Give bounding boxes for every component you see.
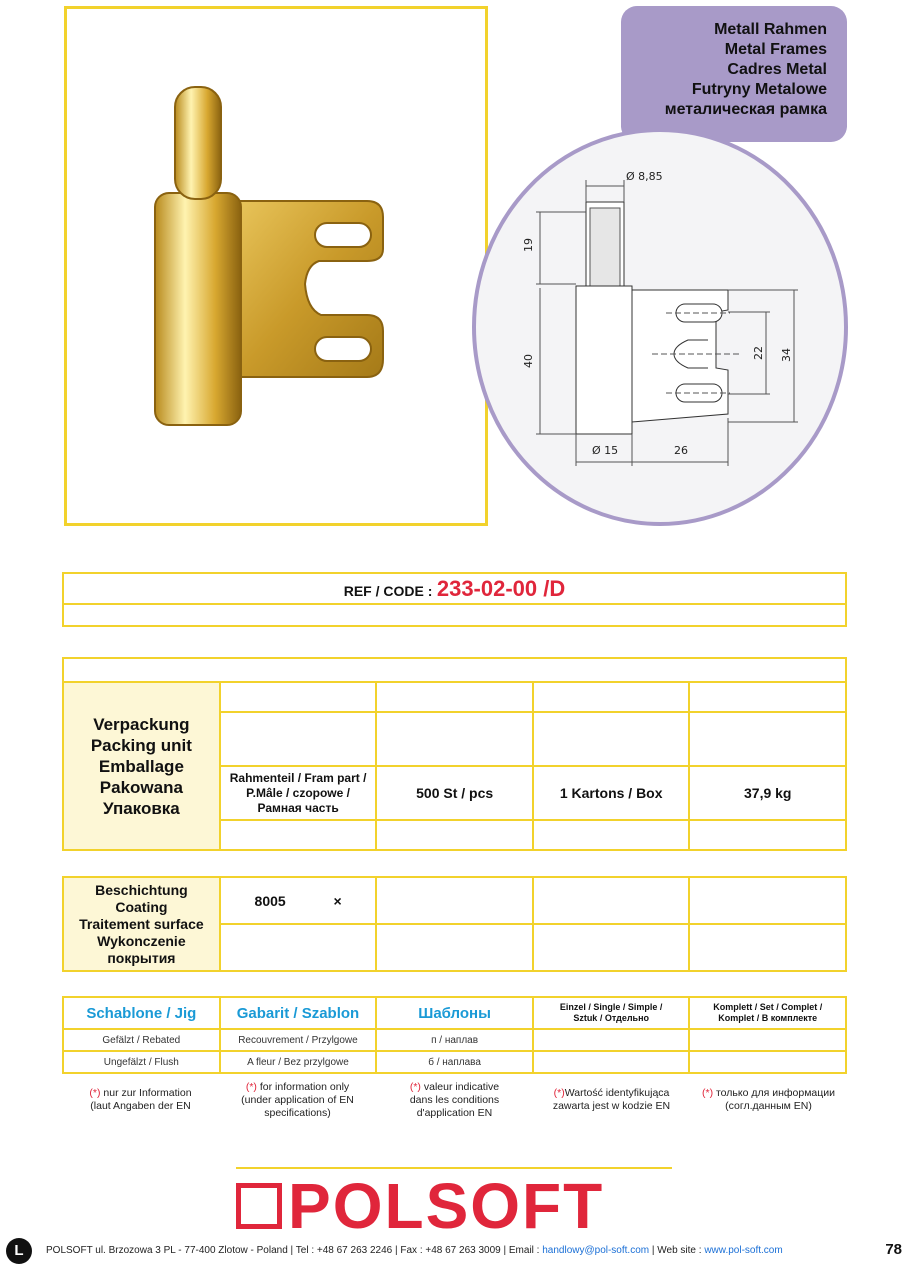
packing-part-line: Rahmenteil / Fram part /	[229, 770, 367, 785]
note-pl: (*)Wartość identyfikująca zawarta jest w kodzie EN	[552, 1087, 671, 1112]
jig-cell: Gefälzt / Rebated	[63, 1029, 220, 1051]
coating-header-line: Traitement surface	[79, 915, 204, 932]
footer-contact	[46, 1245, 783, 1256]
dim-plate-height: 34	[780, 348, 793, 362]
catalog-icon: L	[6, 1238, 32, 1264]
packing-header-line: Упаковка	[103, 798, 180, 818]
notes	[62, 1081, 847, 1120]
hinge-photo	[67, 9, 485, 523]
footer	[0, 1236, 916, 1266]
coating-header-line: Wykonczenie	[97, 932, 186, 949]
dim-pin-height: 19	[522, 238, 535, 252]
dim-plate-width: 26	[674, 444, 688, 457]
packing-header-line: Verpackung	[93, 714, 190, 734]
packing-quantity: 500 St / pcs	[376, 766, 532, 820]
jig-header-single: Einzel / Single / Simple / Sztuk / Отдельно	[533, 997, 690, 1029]
packing-part-line: Рамная часть	[257, 800, 339, 815]
coating-option	[220, 877, 377, 924]
page-number: 78	[885, 1241, 902, 1258]
packing-top-row	[63, 658, 846, 682]
note-de: (*) nur zur Information (laut Angaben der EN	[89, 1087, 192, 1112]
packing-table	[62, 657, 847, 851]
note-fr: (*) valeur indicative dans les conditions d'application EN	[409, 1081, 500, 1119]
packing-cartons: 1 Kartons / Box	[533, 766, 690, 820]
brand-name: POLSOFT	[288, 1170, 605, 1242]
coating-code: 8005	[254, 892, 286, 909]
packing-header-line: Pakowana	[99, 777, 183, 797]
ref-label: REF / CODE :	[343, 582, 433, 599]
footer-web-link[interactable]: www.pol-soft.com	[704, 1245, 783, 1256]
dim-slot-spacing: 22	[752, 346, 765, 360]
title-line: Metall Rahmen	[714, 21, 827, 38]
brand-logo	[236, 1170, 605, 1242]
ref-empty-row	[63, 604, 846, 626]
packing-header	[63, 682, 220, 850]
jig-cell: Recouvrement / Przylgowe	[220, 1029, 377, 1051]
coating-table	[62, 876, 847, 972]
packing-part-line: P.Mâle / czopowe /	[246, 785, 350, 800]
coating-header	[63, 877, 220, 971]
title-line: Cadres Metal	[727, 61, 827, 78]
jig-table	[62, 996, 847, 1074]
coating-header-line: Beschichtung	[95, 881, 188, 898]
packing-header-line: Emballage	[98, 756, 184, 776]
jig-cell: п / наплав	[376, 1029, 533, 1051]
jig-header: Gabarit / Szablon	[220, 997, 377, 1029]
dim-barrel-height: 40	[522, 354, 535, 368]
ref-table	[62, 572, 847, 627]
technical-drawing	[470, 128, 854, 530]
ref-code: 233-02-00 /D	[436, 575, 566, 601]
footer-email-link[interactable]: handlowy@pol-soft.com	[542, 1245, 650, 1256]
packing-part	[220, 766, 377, 820]
title-badge	[621, 6, 847, 142]
jig-cell: A fleur / Bez przylgowe	[220, 1051, 377, 1073]
dim-pin-diameter: Ø 8,85	[626, 170, 663, 183]
title-line: металическая рамка	[664, 101, 827, 118]
ref-cell	[63, 573, 846, 604]
jig-cell: Ungefälzt / Flush	[63, 1051, 220, 1073]
footer-web-label: | Web site :	[649, 1245, 705, 1256]
footer-address: POLSOFT ul. Brzozowa 3 PL - 77-400 Zlotow - Poland | Tel : +48 67 263 2246 | Fax : +48 67 263 3009 | Email :	[46, 1245, 543, 1256]
jig-header: Schablone / Jig	[63, 997, 220, 1029]
product-photo-frame	[64, 6, 488, 526]
title-line: Metal Frames	[724, 41, 827, 58]
note-en: (*) for information only (under application of EN specifications)	[241, 1081, 354, 1119]
jig-cell: б / наплава	[376, 1051, 533, 1073]
note-ru: (*) только для информации (согл.данным EN)	[701, 1087, 836, 1112]
coating-header-line: покрытия	[107, 949, 176, 966]
coating-selected-mark: ×	[333, 892, 342, 909]
logo-square-icon	[236, 1183, 282, 1229]
jig-header: Шаблоны	[376, 997, 533, 1029]
jig-header-set: Komplett / Set / Complet / Komplet / В комплекте	[689, 997, 846, 1029]
packing-header-line: Packing unit	[90, 735, 192, 755]
title-line: Futryny Metalowe	[691, 81, 827, 98]
brand-divider	[236, 1167, 672, 1169]
dim-barrel-diameter: Ø 15	[592, 444, 619, 457]
packing-weight: 37,9 kg	[689, 766, 846, 820]
coating-header-line: Coating	[115, 898, 168, 915]
